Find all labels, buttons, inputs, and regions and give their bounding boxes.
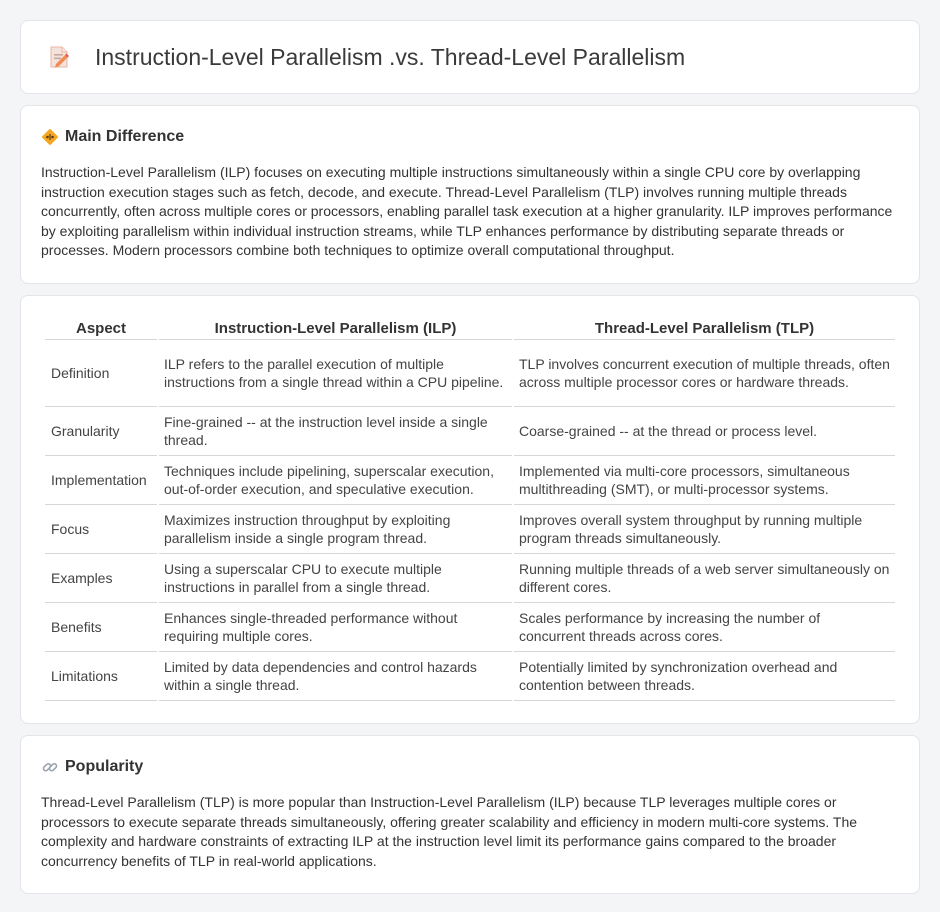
table-row bbox=[45, 340, 895, 407]
row-ilp: Maximizes instruction throughput by exploiting parallelism inside a single program thread. bbox=[159, 505, 512, 554]
row-aspect: Focus bbox=[45, 505, 157, 554]
row-ilp: Using a superscalar CPU to execute multiple instructions in parallel from a single thread. bbox=[159, 554, 512, 603]
row-aspect: Limitations bbox=[45, 652, 157, 701]
table-header-row bbox=[45, 318, 895, 340]
main-difference-text: Instruction-Level Parallelism (ILP) focuses on executing multiple instructions simultaneously within a single CPU core by overlapping instruction execution stages such as fetch, decode, and execute. Thread-Level Parallelism (TLP) involves running multiple threads concurrently, often across multiple cores or processors, enabling parallel task execution at a higher granularity. ILP improves performance by exploiting parallelism within individual instruction streams, while TLP enhances performance by distributing separate threads or processes. Modern processors combine both techniques to optimize overall computational throughput. bbox=[41, 164, 893, 259]
row-ilp: Fine-grained -- at the instruction level inside a single thread. bbox=[159, 407, 512, 456]
popularity-header bbox=[41, 758, 899, 776]
row-aspect: Definition bbox=[45, 340, 157, 407]
header-tlp: Thread-Level Parallelism (TLP) bbox=[514, 318, 895, 340]
header-aspect: Aspect bbox=[45, 318, 157, 340]
link-icon bbox=[41, 758, 59, 776]
main-difference-heading: Main Difference bbox=[65, 128, 185, 145]
title-card bbox=[20, 20, 920, 94]
row-ilp: Techniques include pipelining, superscalar execution, out-of-order execution, and speculative execution. bbox=[159, 456, 512, 505]
row-ilp: ILP refers to the parallel execution of multiple instructions from a single thread within a CPU pipeline. bbox=[159, 340, 512, 407]
main-difference-header bbox=[41, 128, 899, 146]
popularity-text: Thread-Level Parallelism (TLP) is more popular than Instruction-Level Parallelism (ILP) because TLP leverages multiple cores or processors to execute separate threads simultaneously, offering greater scalability and efficiency in modern multi-core systems. The complexity and hardware constraints of extracting ILP at the instruction level limit its performance gains compared to the broader concurrency benefits of TLP in real-world applications. bbox=[41, 794, 858, 869]
row-aspect: Granularity bbox=[45, 407, 157, 456]
header-ilp: Instruction-Level Parallelism (ILP) bbox=[159, 318, 512, 340]
row-aspect: Implementation bbox=[45, 456, 157, 505]
row-tlp: Coarse-grained -- at the thread or process level. bbox=[514, 407, 895, 456]
comparison-table bbox=[43, 318, 897, 701]
row-ilp: Enhances single-threaded performance without requiring multiple cores. bbox=[159, 603, 512, 652]
diamond-sign-icon bbox=[41, 128, 59, 146]
row-tlp: TLP involves concurrent execution of multiple threads, often across multiple processor cores or hardware threads. bbox=[514, 340, 895, 407]
popularity-heading: Popularity bbox=[65, 758, 144, 775]
page-title: Instruction-Level Parallelism .vs. Thread-Level Parallelism bbox=[95, 43, 686, 70]
table-row bbox=[45, 456, 895, 505]
main-difference-card bbox=[20, 105, 920, 284]
table-row bbox=[45, 652, 895, 701]
table-row bbox=[45, 407, 895, 456]
row-tlp: Implemented via multi-core processors, simultaneous multithreading (SMT), or multi-processor systems. bbox=[514, 456, 895, 505]
row-tlp: Scales performance by increasing the number of concurrent threads across cores. bbox=[514, 603, 895, 652]
table-row bbox=[45, 554, 895, 603]
popularity-card bbox=[20, 735, 920, 894]
row-tlp: Running multiple threads of a web server simultaneously on different cores. bbox=[514, 554, 895, 603]
row-ilp: Limited by data dependencies and control hazards within a single thread. bbox=[159, 652, 512, 701]
table-row bbox=[45, 603, 895, 652]
row-aspect: Examples bbox=[45, 554, 157, 603]
comparison-card bbox=[20, 295, 920, 724]
table-row bbox=[45, 505, 895, 554]
document-pencil-icon bbox=[45, 43, 73, 71]
row-aspect: Benefits bbox=[45, 603, 157, 652]
row-tlp: Improves overall system throughput by running multiple program threads simultaneously. bbox=[514, 505, 895, 554]
row-tlp: Potentially limited by synchronization overhead and contention between threads. bbox=[514, 652, 895, 701]
